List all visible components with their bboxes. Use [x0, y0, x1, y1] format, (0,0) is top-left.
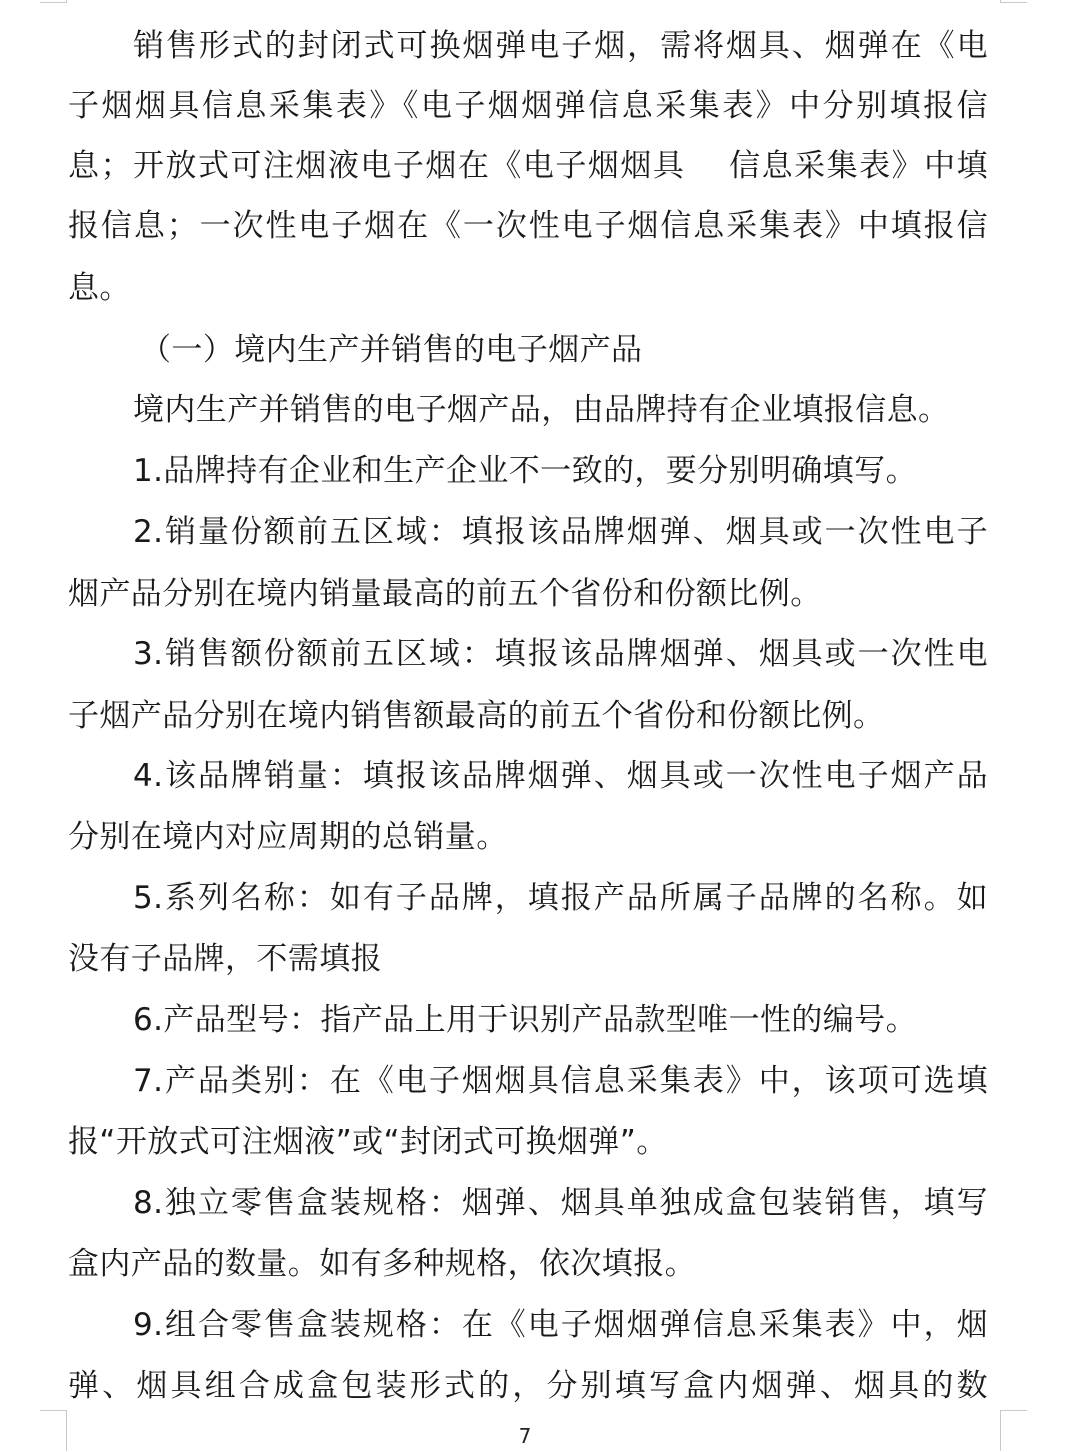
crop-mark-top-left: [40, 0, 67, 3]
list-item-6: 6.产品型号：指产品上用于识别产品款型唯一性的编号。: [133, 1002, 917, 1038]
section-heading: （一）境内生产并销售的电子烟产品: [140, 332, 643, 368]
list-item-2: 2.销量份额前五区域：填报该品牌烟弹、烟具或一次性电子: [133, 514, 988, 550]
list-item-8: 8.独立零售盒装规格：烟弹、烟具单独成盒包装销售，填写: [133, 1185, 988, 1221]
list-item-3-cont: 子烟产品分别在境内销售额最高的前五个省份和份额比例。: [68, 698, 885, 734]
list-item-9: 9.组合零售盒装规格：在《电子烟烟弹信息采集表》中，烟: [133, 1307, 988, 1343]
list-item-3: 3.销售额份额前五区域：填报该品牌烟弹、烟具或一次性电: [133, 636, 988, 672]
paragraph-line: 销售形式的封闭式可换烟弹电子烟，需将烟具、烟弹在《电: [133, 28, 988, 64]
list-item-7-cont: 报“开放式可注烟液”或“封闭式可换烟弹”。: [68, 1124, 668, 1160]
crop-mark-bottom-right: [1000, 1410, 1027, 1451]
list-item-1: 1.品牌持有企业和生产企业不一致的，要分别明确填写。: [133, 453, 917, 489]
crop-mark-bottom-left: [40, 1410, 67, 1451]
page-number: 7: [518, 1424, 532, 1448]
list-item-4-cont: 分别在境内对应周期的总销量。: [68, 819, 508, 855]
list-item-9-cont: 弹、烟具组合成盒包装形式的，分别填写盒内烟弹、烟具的数: [68, 1368, 988, 1404]
paragraph-line: 息。: [68, 270, 131, 306]
list-item-5-cont: 没有子品牌，不需填报: [68, 941, 382, 977]
paragraph-line: 境内生产并销售的电子烟产品，由品牌持有企业填报信息。: [133, 392, 950, 428]
paragraph-line: 子烟烟具信息采集表》《电子烟烟弹信息采集表》中分别填报信: [68, 88, 988, 124]
list-item-8-cont: 盒内产品的数量。如有多种规格，依次填报。: [68, 1246, 696, 1282]
list-item-5: 5.系列名称：如有子品牌，填报产品所属子品牌的名称。如: [133, 880, 988, 916]
paragraph-line: 报信息；一次性电子烟在《一次性电子烟信息采集表》中填报信: [68, 208, 988, 244]
paragraph-line: 息；开放式可注烟液电子烟在《电子烟烟具 信息采集表》中填: [68, 148, 988, 184]
list-item-4: 4.该品牌销量：填报该品牌烟弹、烟具或一次性电子烟产品: [133, 758, 988, 794]
list-item-2-cont: 烟产品分别在境内销量最高的前五个省份和份额比例。: [68, 576, 822, 612]
list-item-7: 7.产品类别：在《电子烟烟具信息采集表》中，该项可选填: [133, 1063, 988, 1099]
crop-mark-top-right: [1000, 0, 1027, 3]
